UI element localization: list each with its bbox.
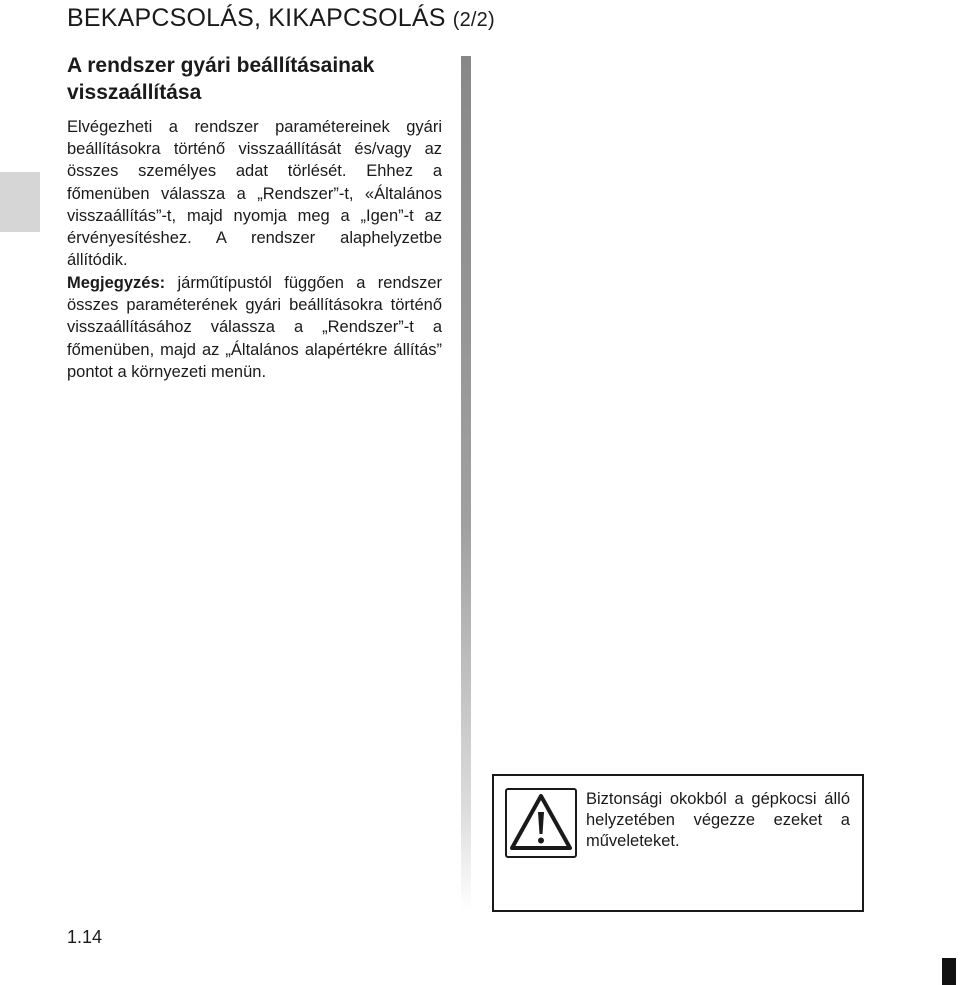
page-number: 1.14 [67,927,103,947]
paragraph-note [67,272,442,383]
corner-mark [942,958,956,985]
warning-text: Biztonsági okokból a gépkocsi álló helyzetében végezze ezeket a műveleteket. [586,790,850,850]
page-title [67,4,495,33]
paragraph-reset-instructions: Elvégezheti a rendszer paramétereinek gyári beállításokra történő visszaállítását és/vagy az összes személyes adat törlését. Ehhez a főmenüben válassza a „Rendszer”-t, «Általános visszaállítás”-t, majd nyomja meg a „Igen”-t az érvényesítéshez. A rendszer alaphelyzetbe állítódik. [67,118,442,270]
page-title-suffix: (2/2) [452,9,495,31]
note-label: Megjegyzés: [67,274,166,292]
side-tab-marker [0,172,40,232]
page-title-text: BEKAPCSOLÁS, KIKAPCSOLÁS [67,4,446,32]
note-text: járműtípustól függően a rendszer összes paraméterének gyári beállításokra történő visszaállításához válassza a „Rendszer”-t a főmenüben, majd az „Általános alapértékre állítás” pontot a környezeti menün. [67,274,442,381]
column-divider [461,56,471,911]
warning-triangle-icon [505,788,577,858]
section-heading: A rendszer gyári beállításainak visszaállítása [67,54,375,104]
warning-box [492,774,864,912]
